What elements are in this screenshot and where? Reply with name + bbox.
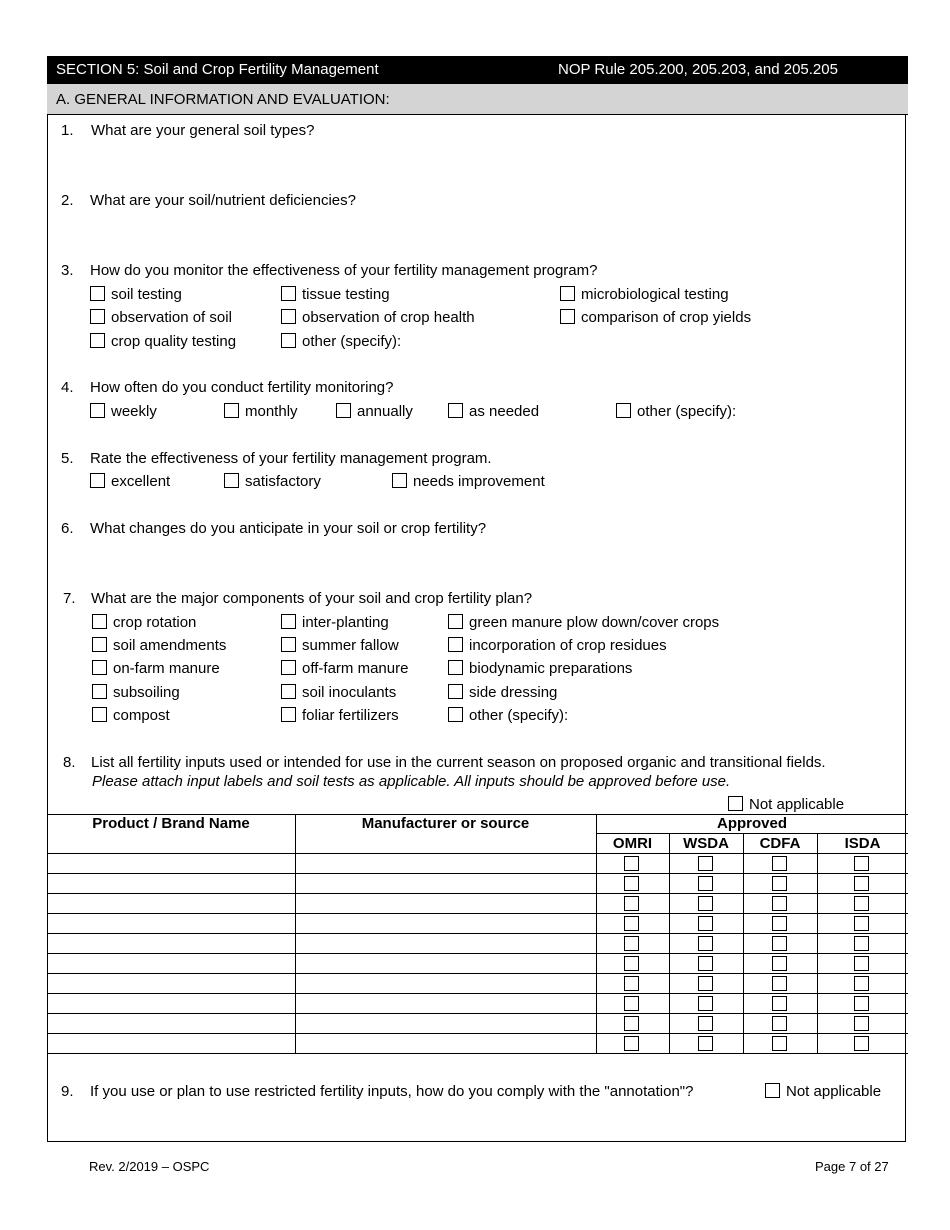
q5-number: 5.	[61, 450, 74, 467]
page-number: Page 7 of 27	[815, 1159, 889, 1174]
approved-cdfa-checkbox[interactable]	[772, 936, 787, 951]
q8-note: Please attach input labels and soil tests as applicable. All inputs should be approved before use.	[92, 773, 731, 790]
checkbox[interactable]	[281, 614, 296, 629]
approved-cdfa-checkbox[interactable]	[772, 876, 787, 891]
approved-isda-checkbox[interactable]	[854, 896, 869, 911]
q9-not-applicable[interactable]: Not applicable	[765, 1083, 881, 1100]
rule-reference: NOP Rule 205.200, 205.203, and 205.205	[558, 61, 838, 78]
approved-isda-checkbox[interactable]	[854, 876, 869, 891]
q2-text: What are your soil/nutrient deficiencies?	[90, 192, 356, 209]
checkbox[interactable]	[92, 614, 107, 629]
checkbox[interactable]	[90, 309, 105, 324]
q5-text: Rate the effectiveness of your fertility management program.	[90, 450, 492, 467]
checkbox[interactable]	[90, 473, 105, 488]
q7-option-compost[interactable]: compost	[92, 707, 170, 724]
q7-option-summer-fallow[interactable]: summer fallow	[281, 637, 399, 654]
checkbox[interactable]	[448, 614, 463, 629]
product-name-cell[interactable]	[48, 894, 294, 913]
q7-option-green-manure[interactable]: green manure plow down/cover crops	[448, 614, 719, 631]
q2-number: 2.	[61, 192, 74, 209]
q4-number: 4.	[61, 379, 74, 396]
approved-isda-checkbox[interactable]	[854, 1016, 869, 1031]
q7-option-inter-planting[interactable]: inter-planting	[281, 614, 389, 631]
checkbox[interactable]	[224, 473, 239, 488]
checkbox[interactable]	[281, 660, 296, 675]
checkbox[interactable]	[448, 684, 463, 699]
product-name-cell[interactable]	[48, 934, 294, 953]
approved-omri-checkbox[interactable]	[624, 1016, 639, 1031]
approved-cdfa-checkbox[interactable]	[772, 856, 787, 871]
approved-cdfa-checkbox[interactable]	[772, 1036, 787, 1051]
q7-option-crop-residues[interactable]: incorporation of crop residues	[448, 637, 667, 654]
checkbox[interactable]	[616, 403, 631, 418]
q4-option-as-needed[interactable]: as needed	[448, 403, 539, 420]
q6-text: What changes do you anticipate in your soil or crop fertility?	[90, 520, 487, 537]
approved-wsda-checkbox[interactable]	[698, 876, 713, 891]
approved-wsda-checkbox[interactable]	[698, 1036, 713, 1051]
section-header	[47, 56, 908, 84]
checkbox[interactable]	[92, 684, 107, 699]
subsection-title: A. GENERAL INFORMATION AND EVALUATION:	[56, 91, 390, 108]
approved-cdfa-checkbox[interactable]	[772, 896, 787, 911]
approved-wsda-checkbox[interactable]	[698, 916, 713, 931]
manufacturer-cell[interactable]	[296, 1014, 595, 1033]
q6-number: 6.	[61, 520, 74, 537]
checkbox[interactable]	[224, 403, 239, 418]
q8-number: 8.	[63, 754, 76, 771]
approved-wsda-checkbox[interactable]	[698, 996, 713, 1011]
manufacturer-cell[interactable]	[296, 874, 595, 893]
checkbox[interactable]	[281, 286, 296, 301]
column-header-approved: Approved	[716, 815, 787, 832]
approved-isda-checkbox[interactable]	[854, 956, 869, 971]
checkbox[interactable]	[448, 403, 463, 418]
checkbox[interactable]	[728, 796, 743, 811]
checkbox[interactable]	[560, 309, 575, 324]
column-header-cdfa: CDFA	[759, 835, 801, 852]
q4-text: How often do you conduct fertility monitoring?	[90, 379, 394, 396]
q4-option-monthly[interactable]: monthly	[224, 403, 298, 420]
revision-label: Rev. 2/2019 – OSPC	[89, 1159, 210, 1174]
checkbox[interactable]	[281, 637, 296, 652]
approved-omri-checkbox[interactable]	[624, 996, 639, 1011]
q7-option-subsoiling[interactable]: subsoiling	[92, 684, 180, 701]
approved-omri-checkbox[interactable]	[624, 856, 639, 871]
q7-option-side-dressing[interactable]: side dressing	[448, 684, 557, 701]
approved-cdfa-checkbox[interactable]	[772, 956, 787, 971]
q7-option-off-farm-manure[interactable]: off-farm manure	[281, 660, 408, 677]
manufacturer-cell[interactable]	[296, 854, 595, 873]
product-name-cell[interactable]	[48, 974, 294, 993]
product-name-cell[interactable]	[48, 994, 294, 1013]
q3-option-observation-of-soil[interactable]: observation of soil	[90, 309, 232, 326]
section-title: SECTION 5: Soil and Crop Fertility Management	[56, 61, 379, 78]
approved-cdfa-checkbox[interactable]	[772, 1016, 787, 1031]
checkbox[interactable]	[392, 473, 407, 488]
approved-cdfa-checkbox[interactable]	[772, 916, 787, 931]
q4-option-annually[interactable]: annually	[336, 403, 413, 420]
q7-number: 7.	[63, 590, 76, 607]
approved-wsda-checkbox[interactable]	[698, 956, 713, 971]
q7-option-foliar-fertilizers[interactable]: foliar fertilizers	[281, 707, 399, 724]
product-name-cell[interactable]	[48, 1014, 294, 1033]
approved-wsda-checkbox[interactable]	[698, 936, 713, 951]
q3-option-soil-testing[interactable]: soil testing	[90, 286, 182, 303]
manufacturer-cell[interactable]	[296, 994, 595, 1013]
column-header-wsda: WSDA	[683, 835, 729, 852]
column-header-manufacturer: Manufacturer or source	[361, 815, 530, 832]
approved-isda-checkbox[interactable]	[854, 976, 869, 991]
manufacturer-cell[interactable]	[296, 1034, 595, 1053]
approved-cdfa-checkbox[interactable]	[772, 996, 787, 1011]
q3-option-crop-quality-testing[interactable]: crop quality testing	[90, 333, 236, 350]
product-name-cell[interactable]	[48, 1034, 294, 1053]
approved-omri-checkbox[interactable]	[624, 1036, 639, 1051]
checkbox[interactable]	[92, 707, 107, 722]
checkbox[interactable]	[281, 333, 296, 348]
checkbox[interactable]	[560, 286, 575, 301]
product-name-cell[interactable]	[48, 854, 294, 873]
checkbox[interactable]	[92, 660, 107, 675]
approved-omri-checkbox[interactable]	[624, 876, 639, 891]
checkbox[interactable]	[448, 707, 463, 722]
approved-isda-checkbox[interactable]	[854, 1036, 869, 1051]
checkbox[interactable]	[448, 637, 463, 652]
q3-option-observation-of-crop-health[interactable]: observation of crop health	[281, 309, 475, 326]
column-header-omri: OMRI	[612, 835, 653, 852]
manufacturer-cell[interactable]	[296, 954, 595, 973]
q7-option-soil-amendments[interactable]: soil amendments	[92, 637, 226, 654]
checkbox[interactable]	[90, 403, 105, 418]
manufacturer-cell[interactable]	[296, 914, 595, 933]
q1-number: 1.	[61, 122, 74, 139]
approved-omri-checkbox[interactable]	[624, 936, 639, 951]
q5-option-excellent[interactable]: excellent	[90, 473, 170, 490]
manufacturer-cell[interactable]	[296, 894, 595, 913]
checkbox[interactable]	[90, 286, 105, 301]
checkbox[interactable]	[281, 684, 296, 699]
q3-text: How do you monitor the effectiveness of your fertility management program?	[90, 262, 598, 279]
checkbox[interactable]	[281, 707, 296, 722]
approved-wsda-checkbox[interactable]	[698, 896, 713, 911]
q8-text: List all fertility inputs used or intended for use in the current season on proposed organic and transitional fields.	[91, 754, 826, 771]
q3-option-tissue-testing[interactable]: tissue testing	[281, 286, 390, 303]
column-header-isda: ISDA	[844, 835, 881, 852]
q3-option-comparison-of-crop-yields[interactable]: comparison of crop yields	[560, 309, 751, 326]
approved-isda-checkbox[interactable]	[854, 936, 869, 951]
q8-not-applicable[interactable]: Not applicable	[728, 796, 844, 813]
manufacturer-cell[interactable]	[296, 934, 595, 953]
manufacturer-cell[interactable]	[296, 974, 595, 993]
product-name-cell[interactable]	[48, 954, 294, 973]
product-name-cell[interactable]	[48, 914, 294, 933]
approved-omri-checkbox[interactable]	[624, 896, 639, 911]
checkbox[interactable]	[448, 660, 463, 675]
q3-option-other[interactable]: other (specify):	[281, 333, 401, 350]
column-header-product: Product / Brand Name	[92, 815, 250, 832]
q7-option-on-farm-manure[interactable]: on-farm manure	[92, 660, 220, 677]
checkbox[interactable]	[92, 637, 107, 652]
checkbox[interactable]	[90, 333, 105, 348]
checkbox[interactable]	[765, 1083, 780, 1098]
q7-option-soil-inoculants[interactable]: soil inoculants	[281, 684, 396, 701]
q5-option-satisfactory[interactable]: satisfactory	[224, 473, 321, 490]
approved-omri-checkbox[interactable]	[624, 976, 639, 991]
checkbox[interactable]	[281, 309, 296, 324]
q1-text: What are your general soil types?	[91, 122, 315, 139]
approved-isda-checkbox[interactable]	[854, 916, 869, 931]
q5-option-needs-improvement[interactable]: needs improvement	[392, 473, 545, 490]
approved-omri-checkbox[interactable]	[624, 916, 639, 931]
approved-isda-checkbox[interactable]	[854, 996, 869, 1011]
approved-cdfa-checkbox[interactable]	[772, 976, 787, 991]
q7-option-biodynamic[interactable]: biodynamic preparations	[448, 660, 632, 677]
q7-option-other[interactable]: other (specify):	[448, 707, 568, 724]
q9-text: If you use or plan to use restricted fertility inputs, how do you comply with the "annotation"?	[90, 1083, 694, 1100]
subsection-header	[47, 84, 908, 115]
product-name-cell[interactable]	[48, 874, 294, 893]
q4-option-other[interactable]: other (specify):	[616, 403, 736, 420]
q4-option-weekly[interactable]: weekly	[90, 403, 157, 420]
approved-wsda-checkbox[interactable]	[698, 856, 713, 871]
q7-text: What are the major components of your soil and crop fertility plan?	[91, 590, 533, 607]
approved-wsda-checkbox[interactable]	[698, 976, 713, 991]
approved-omri-checkbox[interactable]	[624, 956, 639, 971]
q3-number: 3.	[61, 262, 74, 279]
approved-wsda-checkbox[interactable]	[698, 1016, 713, 1031]
q3-option-microbiological-testing[interactable]: microbiological testing	[560, 286, 729, 303]
q7-option-crop-rotation[interactable]: crop rotation	[92, 614, 196, 631]
approved-isda-checkbox[interactable]	[854, 856, 869, 871]
checkbox[interactable]	[336, 403, 351, 418]
q9-number: 9.	[61, 1083, 74, 1100]
